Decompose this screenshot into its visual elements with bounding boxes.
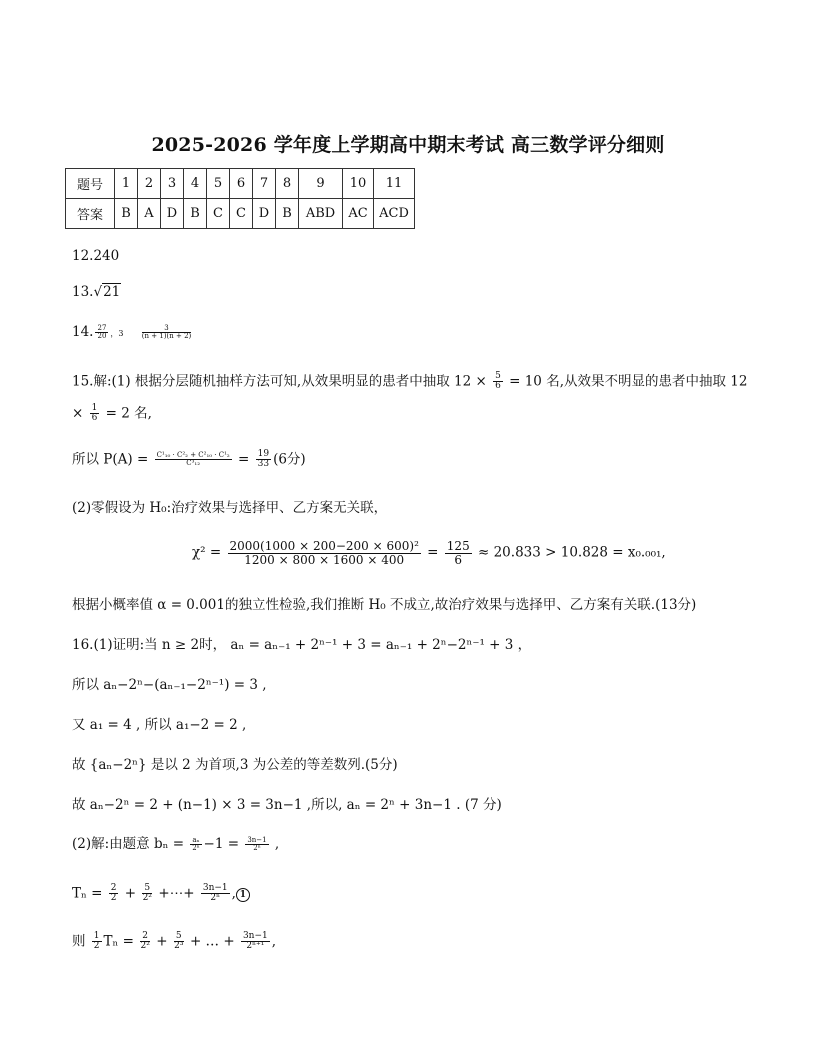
- fraction: $\frac{3n-1}{\text{2ⁿ⁺¹}}$: [242, 931, 268, 952]
- fraction: $\frac{2}{2}$: [110, 883, 117, 904]
- q15-line-5: 根据小概率值 α = 0.001的独立性检验,我们推断 H₀ 不成立,故治疗效果与选择甲、乙方案有关联.(13分): [72, 597, 697, 613]
- header-label: 题号: [66, 169, 115, 199]
- q16-line-8: 则 $\frac{1}{2}$ Tₙ = $\frac{2}{\text{2²}}$ + $\frac{5}{\text{2³}}$ + … + $\frac{3n-1}{\text{2ⁿ⁺¹}}$ ,: [72, 931, 277, 952]
- fraction: $\frac{3n-1}{\text{2ⁿ}}$: [202, 883, 228, 904]
- fraction: $\frac{1}{2}$: [93, 931, 100, 952]
- number-cell: 2: [138, 169, 161, 199]
- answer-12: 12.240: [72, 248, 120, 264]
- answer-label: 答案: [66, 199, 115, 229]
- number-cell: 7: [253, 169, 276, 199]
- answer-cell: B: [184, 199, 207, 229]
- q16-line-6: (2)解:由题意 bₙ = $\frac{\text{aₙ}}{\text{2ⁿ}}$ −1 = $\frac{3n-1}{\text{2ⁿ}}$ ,: [72, 835, 280, 852]
- number-cell: 10: [343, 169, 374, 199]
- answer-cell: ABD: [299, 199, 343, 229]
- number-cell: 11: [374, 169, 415, 199]
- fraction: $\frac{125}{6}$: [446, 539, 470, 567]
- number-cell: 9: [299, 169, 343, 199]
- answer-cell: AC: [343, 199, 374, 229]
- answer-cell: C: [230, 199, 253, 229]
- fraction: $\frac{\text{2000(1000 × 200−200 × 600)²}}{1200 \times 800 \times 1600 \times 400}$: [229, 539, 419, 567]
- answer-14-prefix: 14.: [72, 324, 94, 340]
- chi-square-formula: χ² = $\frac{\text{2000(1000 × 200−200 × 600)²}}{1200 \times 800 \times 1600 \times 400}$ = $\frac{125}{6}$ ≈ 20.833 > 10.828 = x₀.₀₀₁,: [192, 539, 666, 567]
- answer-cell: D: [253, 199, 276, 229]
- q15-line-1: 15.解:(1) 根据分层随机抽样方法可知,从效果明显的患者中抽取 12 × $\frac{5}{6}$ = 10 名,从效果不明显的患者中抽取 12: [72, 371, 748, 392]
- q16-line-5: 故 aₙ−2ⁿ = 2 + (n−1) × 3 = 3n−1 ,所以, aₙ = 2ⁿ + 3n−1 . (7 分): [72, 797, 502, 813]
- answer-cell: ACD: [374, 199, 415, 229]
- q16-line-2: 所以 aₙ−2ⁿ−(aₙ₋₁−2ⁿ⁻¹) = 3 ,: [72, 677, 267, 693]
- answer-cell: B: [115, 199, 138, 229]
- fraction: $\frac{19}{33}$: [257, 449, 270, 470]
- table-row-answers: [66, 199, 415, 229]
- page-title: 2025-2026 学年度上学期高中期末考试 高三数学评分细则: [151, 134, 665, 156]
- answer-cell: B: [276, 199, 299, 229]
- answer-13-prefix: 13.: [72, 284, 94, 300]
- answer-cell: A: [138, 199, 161, 229]
- sqrt-radicand: 21: [103, 284, 121, 300]
- fraction: $\frac{5}{\text{2³}}$: [174, 931, 184, 952]
- fraction: $\frac{1}{6}$: [91, 403, 98, 424]
- sqrt-sign: √: [93, 284, 103, 300]
- answer-cell: D: [161, 199, 184, 229]
- q15-line-4: (2)零假设为 H₀:治疗效果与选择甲、乙方案无关联，: [72, 500, 388, 516]
- number-cell: 6: [230, 169, 253, 199]
- q16-line-4: 故 {aₙ−2ⁿ} 是以 2 为首项,3 为公差的等差数列.(5分): [72, 757, 398, 773]
- answer-13: [72, 284, 121, 300]
- fraction: $\frac{3n-1}{\text{2ⁿ}}$: [247, 835, 267, 852]
- number-cell: 4: [184, 169, 207, 199]
- q16-line-3: 又 a₁ = 4 , 所以 a₁−2 = 2 ,: [72, 717, 247, 733]
- answer-table: [65, 168, 415, 229]
- fraction: $\frac{\text{C¹₁₀ · C²₂ + C²₁₀ · C¹₂}}{\text{C³₁₂}}$: [156, 451, 230, 468]
- fraction: $\frac{27}{20}$: [97, 323, 107, 340]
- q16-line-7: Tₙ = $\frac{2}{2}$ + $\frac{5}{\text{2²}}$ +⋯+ $\frac{3n-1}{\text{2ⁿ}}$ , 1: [72, 884, 250, 904]
- fraction: $\frac{5}{\text{2²}}$: [142, 883, 152, 904]
- answer-14: 14. $\frac{27}{20}$ ，3 $\frac{3}{(n + 1)(n + 2)}$: [72, 323, 192, 340]
- circled-number-mark: 1: [236, 888, 250, 902]
- number-cell: 1: [115, 169, 138, 199]
- number-cell: 8: [276, 169, 299, 199]
- number-cell: 3: [161, 169, 184, 199]
- fraction: $\frac{\text{aₙ}}{\text{2ⁿ}}$: [192, 835, 200, 852]
- fraction: $\frac{2}{\text{2²}}$: [140, 931, 150, 952]
- q15-line-2: × $\frac{1}{6}$ = 2 名,: [72, 403, 152, 424]
- number-cell: 5: [207, 169, 230, 199]
- answer-cell: C: [207, 199, 230, 229]
- fraction: $\frac{3}{(n + 1)(n + 2)}$: [141, 323, 192, 340]
- q15-line-3: 所以 P(A) = $\frac{\text{C¹₁₀ · C²₂ + C²₁₀ · C¹₂}}{\text{C³₁₂}}$ = $\frac{19}{33}$ (6分): [72, 449, 306, 470]
- q16-line-1: 16.(1)证明:当 n ≥ 2时， aₙ = aₙ₋₁ + 2ⁿ⁻¹ + 3 = aₙ₋₁ + 2ⁿ−2ⁿ⁻¹ + 3 ，: [72, 637, 532, 653]
- fraction: $\frac{5}{6}$: [495, 371, 501, 392]
- table-row-numbers: [66, 169, 415, 199]
